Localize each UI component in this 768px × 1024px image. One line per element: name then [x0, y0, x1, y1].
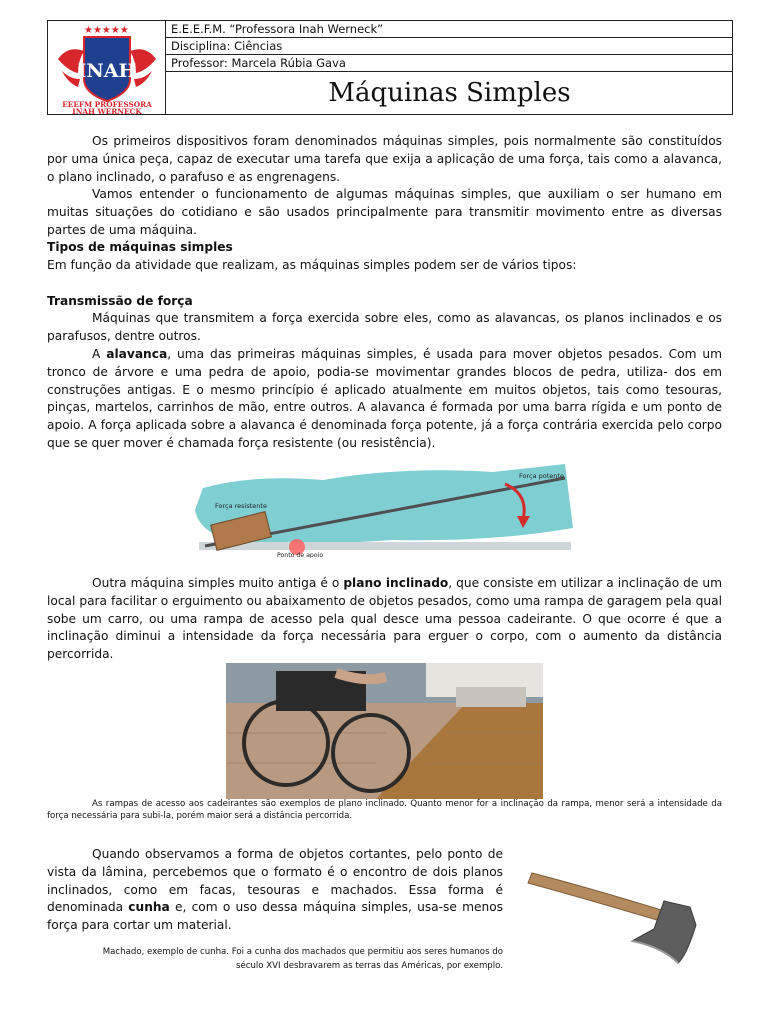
- resistant-force-label: Força resistente: [215, 502, 267, 510]
- document-header: [47, 20, 733, 115]
- lever-illustration: [193, 458, 578, 558]
- force-heading: Transmissão de força: [47, 294, 193, 308]
- school-name: E.E.E.F.M. “Professora Inah Werneck”: [166, 21, 733, 38]
- wheelchair-ramp-photo: [226, 663, 543, 799]
- axe-caption-line-2: século XVI desbravarem as terras das Américas, por exemplo.: [235, 961, 503, 971]
- ramp-caption: As rampas de acesso aos cadeirantes são exemplos de plano inclinado. Quanto menor for a inclinação da rampa, menor será a intensidade da força necessária para subi-la, porém maior será a distância percorrida.: [47, 799, 722, 821]
- paragraph-inclined-plane: Outra máquina simples muito antiga é o plano inclinado, que consiste em utilizar a inclinação de um local para facilitar o erguimento ou abaixamento de objetos pesados, como uma rampa de garagem pela qual sobe um carro, ou uma rampa de acesso pela qual desce uma pessoa cadeirante. O que ocorre é que a inclinação diminui a intensidade da força necessária para erguer o corpo, com o aumento da distância percorrida.: [47, 576, 723, 662]
- svg-text:INAH WERNECK: INAH WERNECK: [72, 107, 142, 114]
- teacher: Professor: Marcela Rúbia Gava: [166, 55, 733, 72]
- discipline: Disciplina: Ciências: [166, 38, 733, 55]
- page-title: Máquinas Simples: [328, 78, 571, 108]
- wedge-term: cunha: [128, 900, 170, 915]
- svg-text:EEEFM PROFESSORA: EEEFM PROFESSORA: [62, 100, 152, 109]
- potent-force-label: Força potente: [519, 472, 564, 480]
- lever-term: alavanca: [106, 347, 168, 361]
- paragraph-lever: A alavanca, uma das primeiras máquinas simples, é usada para mover objetos pesados. Com um tronco de árvore e uma pedra de apoio, podia-se movimentar grandes blocos de pedra, utiliza- dos em construções antigas. E o mesmo princípio é aplicado atualmente em muitos objetos, tais como tesouras, pinças, martelos, carrinhos de mão, entre outros. A alavanca é formada por uma barra rígida e um ponto de apoio. A força aplicada sobre a alavanca é denominada força potente, já a força contrária exercida pelo corpo que se quer mover é chamada força resistente (ou resistência).: [47, 347, 722, 450]
- svg-text:INAH: INAH: [77, 60, 137, 82]
- pivot-label: Ponto de apoio: [277, 552, 324, 558]
- paragraph-wedge: Quando observamos a forma de objetos cortantes, pelo ponto de vista da lâmina, percebemos que o formato é o encontro de dois planos inclinados, como em facas, tesouras e machados. Essa forma é denominada cunha e, com o uso dessa máquina simples, usa-se menos força para cortar um material.: [47, 847, 504, 933]
- types-text: Em função da atividade que realizam, as máquinas simples podem ser de vários tipos:: [47, 258, 577, 272]
- paragraph-intro: Os primeiros dispositivos foram denominados máquinas simples, pois normalmente são constituídos por uma única peça, capaz de executar uma tarefa que exija a aplicação de uma força, tais como a alavanca, o plano inclinado, o parafuso e as engrenagens.: [47, 134, 722, 184]
- paragraph-force: Máquinas que transmitem a força exercida sobre eles, como as alavancas, os planos inclinados e os parafusos, dentre outros.: [47, 311, 722, 343]
- inclined-plane-term: plano inclinado: [343, 576, 449, 590]
- axe-caption-line-1: Machado, exemplo de cunha. Foi a cunha dos machados que permitiu aos seres humanos do: [102, 947, 503, 957]
- axe-photo: [514, 853, 714, 966]
- types-heading: Tipos de máquinas simples: [47, 240, 233, 254]
- paragraph-purpose: Vamos entender o funcionamento de algumas máquinas simples, que auxiliam o ser humano em muitas situações do cotidiano e são usados principalmente para transmitir movimento entre as diversas partes de uma máquina.: [47, 187, 722, 237]
- svg-text:★★★★★: ★★★★★: [84, 25, 129, 36]
- school-logo: [48, 21, 166, 114]
